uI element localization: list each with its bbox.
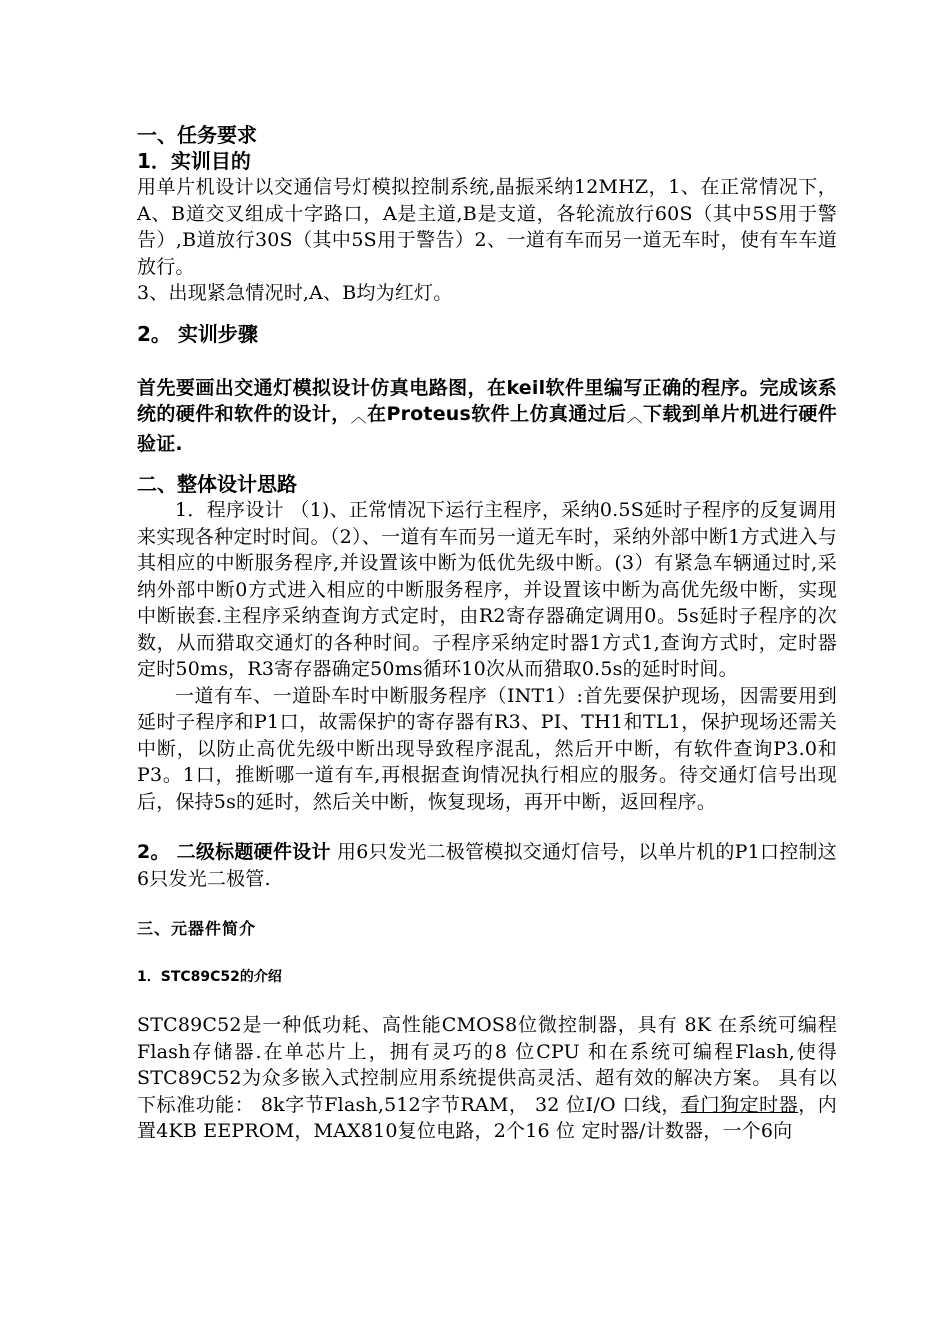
section-2-paragraph-1: 1．程序设计 （1)、正常情况下运行主程序，采纳0.5S延时子程序的反复调用来实现各种定时时间。（2）、一道有车而另一道无车时，采纳外部中断1方式进入与其相应的中断服务程序,并设置该中断为低优先级中断。(3）有紧急车辆通过时,采纳外部中断0方式进入相应的中断服务程序，并设置该中断为高优先级中断，实现中断嵌套.主程序采纳查询方式定时，由R2寄存器确定调用0。5s延时子程序的次数，从而猎取交通灯的各种时间。子程序采纳定时器1方式1,查询方式时，定时器定时50ms，R3寄存器确定50ms循环10次从而猎取0.5s的延时时间。 (137, 499, 837, 680)
spacer (137, 988, 837, 1012)
section-1-2-text-b: 在Proteus软件上仿真通过后 (367, 403, 627, 425)
section-2-hardware-heading: 2。 二级标题硬件设计 (137, 841, 331, 863)
section-2-paragraph-2: 一道有车、一道卧车时中断服务程序（INT1）:首先要保护现场，因需要用到延时子程序和P1口，故需保护的寄存器有R3、PI、TH1和TL1，保护现场还需关中断，以防止高优先级中断出现导致程序混乱，然后开中断，有软件查询P3.0和P3。1口，推断哪一道有车,再根据查询情况执行相应的服务。待交通灯信号出现后，保持5s的延时，然后关中断，恢复现场，再开中断，返回程序。 (137, 684, 837, 813)
section-3-1-paragraph (137, 1012, 837, 1145)
section-1-1-heading: 1．实训目的 (137, 149, 251, 173)
spacer (137, 892, 837, 916)
section-1-2-text-a: 首先要画出交通灯模拟设计仿真电路图，在keil软件里编写正确的程序。完成该系统的硬件和软件的设计， (137, 376, 837, 425)
section-2-hardware-paragraph (137, 839, 837, 892)
section-1-2-text-c: 下载到单片机进行硬件验证. (137, 403, 837, 455)
section-1-2-paragraph (137, 375, 837, 458)
section-3-1-text-b: ，内置4KB EEPROM，MAX810复位电路，2个16 位 定时器/计数器，一个6向 (137, 1093, 837, 1142)
spacer (137, 347, 837, 375)
comment-mark-icon: ︿ (350, 407, 368, 426)
section-3-heading: 三、元器件简介 (137, 919, 257, 938)
document-body (137, 122, 837, 1145)
section-1-2-heading: 2。 实训步骤 (137, 321, 258, 346)
section-1-heading: 一、任务要求 (137, 123, 257, 147)
section-2-hardware-text: 用6只发光二极管模拟交通灯信号，以单片机的P1口控制这6只发光二极管. (137, 841, 837, 890)
spacer (137, 942, 837, 966)
spacer (137, 457, 837, 471)
section-1-1-paragraph: 用单片机设计以交通信号灯模拟控制系统,晶振采纳12MHZ，1、在正常情况下，A、B道交叉组成十字路口，A是主道,B是支道，各轮流放行60S（其中5S用于警告）,B道放行30S（其中5S用于警告）2、一道有车而另一道无车时，使有车车道放行。 (137, 176, 837, 278)
section-2-heading: 二、整体设计思路 (137, 472, 297, 496)
comment-mark-icon: ︿ (626, 407, 644, 426)
spacer (137, 815, 837, 839)
watchdog-timer-link[interactable]: 看门狗定时器 (680, 1093, 799, 1116)
section-1-1-paragraph-2: 3、出现紧急情况时,A、B均为红灯。 (137, 282, 453, 304)
section-3-1-heading: 1．STC89C52的介绍 (137, 969, 282, 985)
spacer (137, 307, 837, 321)
section-3-1-text-a: STC89C52是一种低功耗、高性能CMOS8位微控制器，具有 8K 在系统可编程Flash存储器.在单芯片上，拥有灵巧的8 位CPU 和在系统可编程Flash,使得STC89C52为众多嵌入式控制应用系统提供高灵活、超有效的解决方案。 具有以下标准功能： 8k字节Flash,512字节RAM， 32 位I/O 口线， (137, 1014, 837, 1116)
